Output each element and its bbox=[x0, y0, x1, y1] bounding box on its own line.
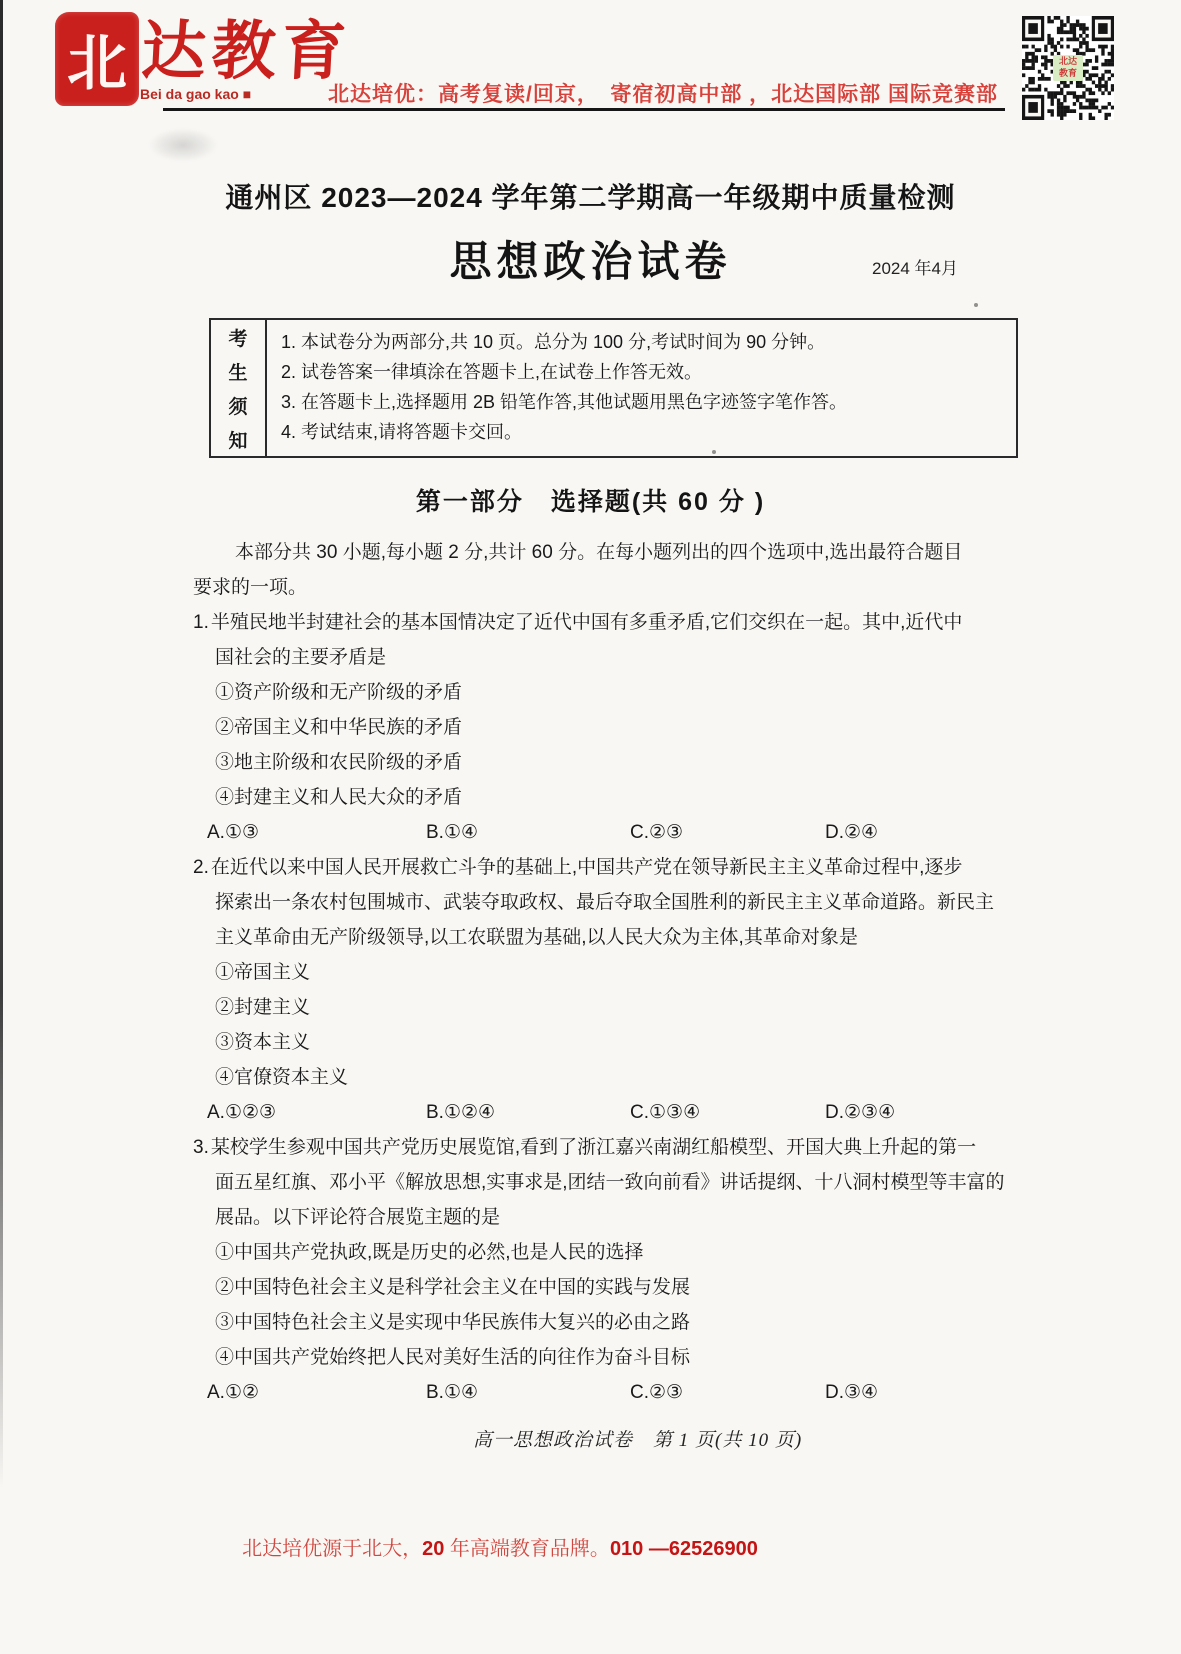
beida-seal-logo bbox=[55, 12, 139, 106]
statement-item: ④中国共产党始终把人民对美好生活的向往作为奋斗目标 bbox=[215, 1347, 691, 1368]
statement-item: ④封建主义和人民大众的矛盾 bbox=[215, 787, 463, 808]
answer-options-row bbox=[193, 1095, 1005, 1130]
question-stem-line: 面五星红旗、邓小平《解放思想,实事求是,团结一致向前看》讲话提纲、十八洞村模型等丰富的 bbox=[215, 1172, 1005, 1193]
qr-label-line1: 北达 bbox=[1058, 56, 1077, 66]
brand-subtitle: Bei da gao kao ■ bbox=[140, 86, 252, 102]
option-b: B.①②④ bbox=[426, 1102, 496, 1123]
scan-smudge-artifact bbox=[148, 128, 218, 162]
option-d: D.②④ bbox=[825, 822, 879, 843]
intro-line: 本部分共 30 小题,每小题 2 分,共计 60 分。在每小题列出的四个选项中,选出最符合题目 bbox=[235, 542, 963, 563]
page-number-label: 高一思想政治试卷 第 1 页(共 10 页) bbox=[473, 1430, 803, 1451]
answer-options-row bbox=[193, 1375, 1005, 1410]
statement-item: ①资产阶级和无产阶级的矛盾 bbox=[215, 682, 463, 703]
question-2 bbox=[193, 850, 1005, 1130]
statement-item: ②中国特色社会主义是科学社会主义在中国的实践与发展 bbox=[215, 1277, 691, 1298]
qr-finder-bottom-left bbox=[1022, 95, 1044, 120]
question-number: 2. bbox=[193, 857, 209, 878]
notice-item: 1. 本试卷分为两部分,共 10 页。总分为 100 分,考试时间为 90 分钟。 bbox=[281, 332, 826, 352]
exam-title: 通州区 2023—2024 学年第二学期高一年级期中质量检测 bbox=[225, 182, 956, 213]
question-3 bbox=[193, 1130, 1005, 1410]
qr-label-line2: 教育 bbox=[1058, 68, 1077, 78]
option-c: C.②③ bbox=[630, 822, 684, 843]
scan-dot-artifact bbox=[974, 303, 978, 307]
option-d: D.③④ bbox=[825, 1382, 879, 1403]
notice-item: 2. 试卷答案一律填涂在答题卡上,在试卷上作答无效。 bbox=[281, 362, 703, 382]
question-stem-line: 主义革命由无产阶级领导,以工农联盟为基础,以人民大众为主体,其革命对象是 bbox=[215, 927, 858, 948]
option-b: B.①④ bbox=[426, 822, 479, 843]
question-number: 1. bbox=[193, 612, 209, 633]
question-stem-line bbox=[193, 1130, 1005, 1165]
qr-center-label bbox=[1053, 55, 1083, 81]
option-a: A.①③ bbox=[207, 822, 260, 843]
header-divider bbox=[163, 108, 1005, 111]
question-stem-line bbox=[193, 850, 1005, 885]
statement-item: ②帝国主义和中华民族的矛盾 bbox=[215, 717, 463, 738]
statement-item: ③资本主义 bbox=[215, 1032, 311, 1053]
notice-items bbox=[267, 320, 1016, 456]
statement-item: ①中国共产党执政,既是历史的必然,也是人民的选择 bbox=[215, 1242, 644, 1263]
paper-date: 2024 年4月 bbox=[872, 259, 958, 278]
option-c: C.①③④ bbox=[630, 1102, 701, 1123]
notice-side-char: 生 bbox=[228, 362, 248, 384]
statement-item: ④官僚资本主义 bbox=[215, 1067, 349, 1088]
qr-finder-top-right bbox=[1092, 16, 1114, 41]
question-stem-line bbox=[193, 605, 1005, 640]
question-stem-line: 国社会的主要矛盾是 bbox=[215, 647, 387, 668]
option-a: A.①② bbox=[207, 1382, 260, 1403]
promo-footer bbox=[0, 1532, 1000, 1561]
promo-text: 年高端教育品牌。 bbox=[444, 1538, 610, 1560]
notice-item: 4. 考试结束,请将答题卡交回。 bbox=[281, 422, 523, 442]
statement-item: ②封建主义 bbox=[215, 997, 311, 1018]
brand-tagline: 北达培优：高考复读/回京， 寄宿初高中部 ，北达国际部 国际竞赛部 bbox=[328, 83, 999, 106]
notice-item: 3. 在答题卡上,选择题用 2B 铅笔作答,其他试题用黑色字迹签字笔作答。 bbox=[281, 392, 848, 412]
promo-text: 北达培优源于北大， bbox=[242, 1538, 423, 1560]
question-1 bbox=[193, 605, 1005, 850]
promo-years: 20 bbox=[422, 1538, 445, 1560]
question-stem-text: 某校学生参观中国共产党历史展览馆,看到了浙江嘉兴南湖红船模型、开国大典上升起的第一 bbox=[210, 1137, 977, 1158]
option-c: C.②③ bbox=[630, 1382, 684, 1403]
qr-code bbox=[1022, 16, 1114, 120]
examinee-notice-box bbox=[209, 318, 1018, 458]
question-stem-text: 在近代以来中国人民开展救亡斗争的基础上,中国共产党在领导新民主主义革命过程中,逐步 bbox=[210, 857, 963, 878]
question-stem-text: 半殖民地半封建社会的基本国情决定了近代中国有多重矛盾,它们交织在一起。其中,近代中 bbox=[210, 612, 963, 633]
option-b: B.①④ bbox=[426, 1382, 479, 1403]
brand-name: 达教育 bbox=[139, 15, 354, 87]
option-d: D.②③④ bbox=[825, 1102, 896, 1123]
section-intro bbox=[193, 535, 1003, 605]
question-number: 3. bbox=[193, 1137, 209, 1158]
notice-side-char: 知 bbox=[228, 430, 248, 452]
notice-side-char: 须 bbox=[228, 396, 248, 418]
option-a: A.①②③ bbox=[207, 1102, 277, 1123]
statement-item: ③地主阶级和农民阶级的矛盾 bbox=[215, 752, 463, 773]
qr-finder-top-left bbox=[1022, 16, 1044, 41]
question-stem-line: 探索出一条农村包围城市、武装夺取政权、最后夺取全国胜利的新民主主义革命道路。新民主 bbox=[215, 892, 995, 913]
seal-character: 北 bbox=[67, 30, 127, 97]
statement-item: ③中国特色社会主义是实现中华民族伟大复兴的必由之路 bbox=[215, 1312, 691, 1333]
answer-options-row bbox=[193, 815, 1005, 850]
paper-title: 思想政治试卷 bbox=[449, 238, 732, 285]
intro-line: 要求的一项。 bbox=[193, 577, 308, 598]
notice-side-char: 考 bbox=[228, 328, 248, 350]
section-title: 第一部分 选择题(共 60 分 ) bbox=[415, 488, 766, 516]
promo-phone: 010 —62526900 bbox=[609, 1538, 758, 1560]
question-list bbox=[193, 605, 1005, 1410]
question-stem-line: 展品。以下评论符合展览主题的是 bbox=[215, 1207, 501, 1228]
statement-item: ①帝国主义 bbox=[215, 962, 311, 983]
notice-side-label bbox=[211, 320, 267, 456]
